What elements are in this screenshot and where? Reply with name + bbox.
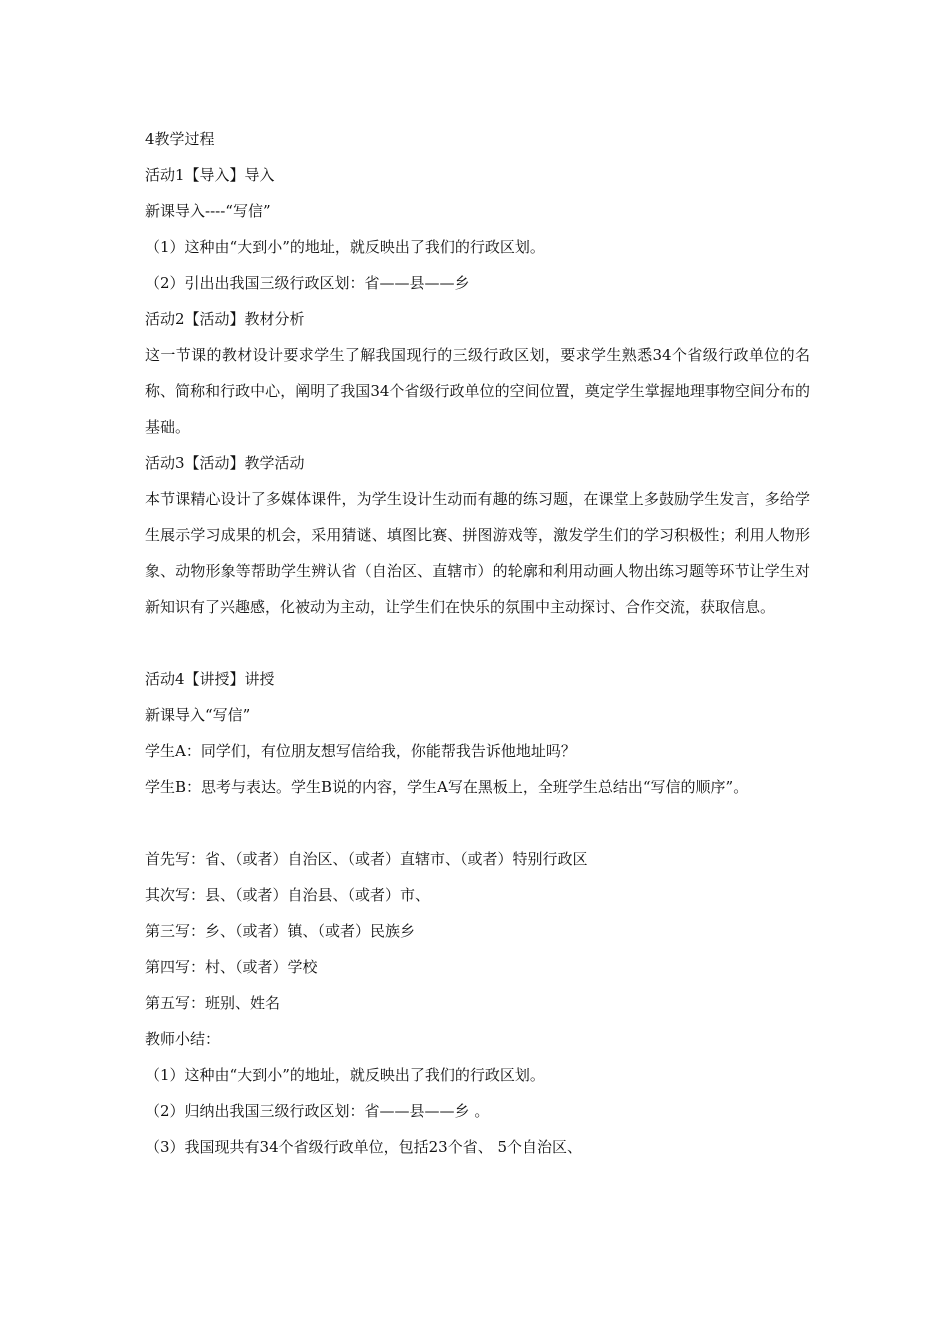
order-line: 其次写：县、（或者）自治县、（或者）市、 — [145, 886, 431, 904]
summary-heading: 教师小结： — [145, 1030, 221, 1048]
order-line: 第五写：班别、姓名 — [145, 994, 281, 1012]
activity3-heading: 活动3【活动】教学活动 — [145, 454, 305, 472]
student-a-line: 学生A：同学们，有位朋友想写信给我，你能帮我告诉他地址吗？ — [145, 742, 576, 760]
summary-line: （2）归纳出我国三级行政区划：省——县——乡 。 — [145, 1102, 490, 1120]
activity4-heading: 活动4【讲授】讲授 — [145, 670, 275, 688]
activity1-line: （2）引出出我国三级行政区划：省——县——乡 — [145, 274, 470, 292]
summary-line: （3）我国现共有34个省级行政单位，包括23个省、 5个自治区、 — [145, 1138, 583, 1156]
activity4-intro: 新课导入“写信” — [145, 706, 251, 724]
activity2-paragraph: 这一节课的教材设计要求学生了解我国现行的三级行政区划，要求学生熟悉34个省级行政单位的名称、简称和行政中心，阐明了我国34个省级行政单位的空间位置，奠定学生掌握地理事物空间分布的基础。 — [145, 346, 810, 436]
order-line: 第三写：乡、（或者）镇、（或者）民族乡 — [145, 922, 416, 940]
activity1-heading: 活动1【导入】导入 — [145, 166, 275, 184]
summary-line: （1）这种由“大到小”的地址，就反映出了我们的行政区划。 — [145, 1066, 545, 1084]
activity3-paragraph: 本节课精心设计了多媒体课件，为学生设计生动而有趣的练习题，在课堂上多鼓励学生发言，多给学生展示学习成果的机会，采用猜谜、填图比赛、拼图游戏等，激发学生们的学习积极性；利用人物形象、动物形象等帮助学生辨认省（自治区、直辖市）的轮廓和利用动画人物出练习题等环节让学生对新知识有了兴趣感，化被动为主动，让学生们在快乐的氛围中主动探讨、合作交流，获取信息。 — [145, 490, 810, 616]
activity1-line: 新课导入----“写信” — [145, 202, 271, 220]
order-line: 第四写：村、（或者）学校 — [145, 958, 318, 976]
section-title: 4教学过程 — [145, 130, 215, 148]
student-b-paragraph: 学生B：思考与表达。学生B说的内容，学生A写在黑板上，全班学生总结出“写信的顺序”。 — [145, 778, 749, 796]
activity2-heading: 活动2【活动】教材分析 — [145, 310, 305, 328]
document-body — [145, 121, 810, 1165]
activity1-line: （1）这种由“大到小”的地址，就反映出了我们的行政区划。 — [145, 238, 545, 256]
order-line: 首先写：省、（或者）自治区、（或者）直辖市、（或者）特别行政区 — [145, 850, 588, 868]
